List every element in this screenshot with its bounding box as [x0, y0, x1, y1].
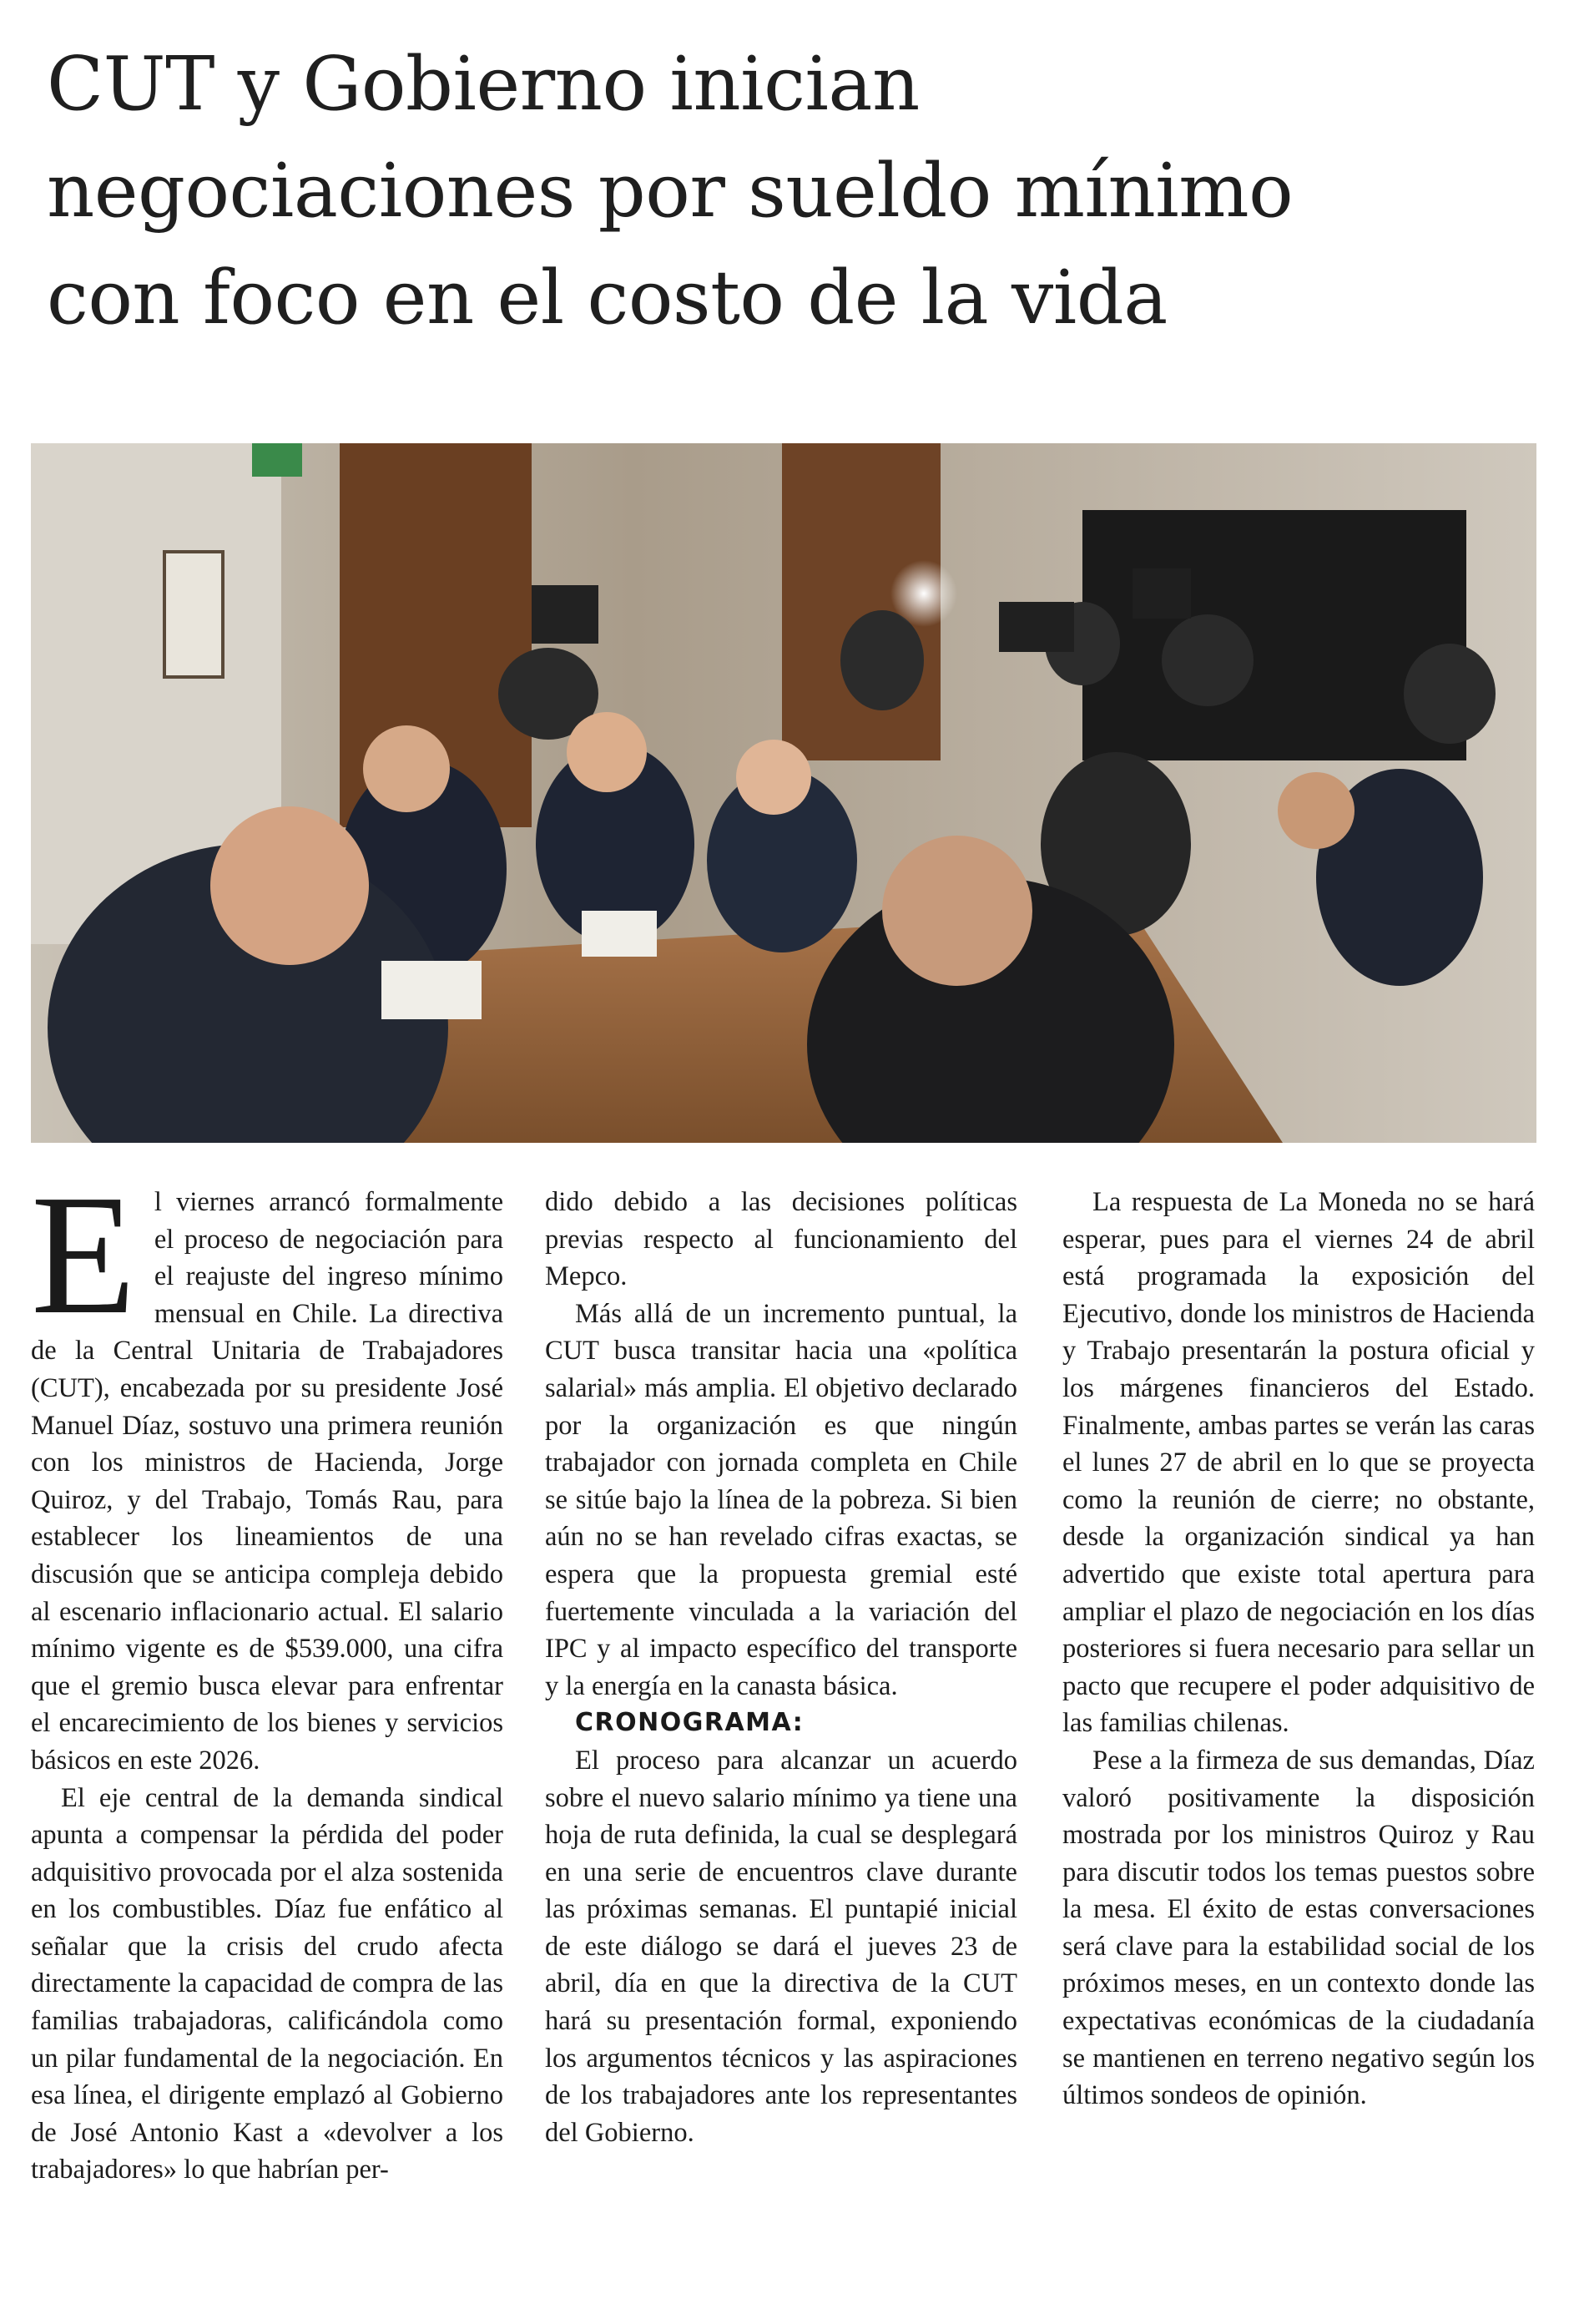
paragraph: El proceso para alcanzar un acuerdo sobre el nuevo salario mínimo ya tiene una hoja de ruta definida, la cual se desplegará en una serie de encuentros clave durante las próximas semanas. El puntapié inicial de este diálogo se dará el jueves 23 de abril, día en que la directiva de la CUT hará su presentación formal, exponiendo los argumentos técnicos y las aspiraciones de los trabajadores ante los representantes del Gobierno. — [545, 1745, 1017, 2148]
article-photo — [31, 443, 1536, 1143]
article-body — [31, 1159, 1536, 2294]
paragraph: Más allá de un incremento puntual, la CUT busca transitar hacia una «política salarial» más amplia. El objetivo declarado por la organización es que ningún trabajador con jornada completa en Chile se sitúe bajo la línea de la pobreza. Si bien aún no se han revelado cifras exactas, se espera que la propuesta gremial esté fuertemente vinculada a la variación del IPC y al impacto específico del transporte y la energía en la canasta básica. — [545, 1298, 1017, 1701]
paragraph: Pese a la firmeza de sus demandas, Díaz valoró positivamente la disposición mostrada por los ministros Quiroz y Rau para discutir todos los temas puestos sobre la mesa. El éxito de estas conversaciones será clave para la estabilidad social de los próximos meses, en un contexto donde las expectativas económicas de la ciudadanía se mantienen en terreno negativo según los últimos sondeos de opinión. — [1062, 1745, 1535, 2111]
paragraph: El eje central de la demanda sindical apunta a compensar la pérdida del poder adquisitivo provocada por el alza sostenida en los combustibles. Díaz fue enfático al señalar que la crisis del crudo afecta directamente la capacidad de compra de las familias trabajadoras, calificándola como un pilar fundamental de la negociación. En esa línea, el dirigente emplazó al Gobierno de José Antonio Kast a «devolver a los trabajadores» lo que habrían per- — [31, 1782, 503, 2185]
paragraph: l viernes arrancó formalmente el proceso de negociación para el reajuste del ingreso mínimo mensual en Chile. La directiva de la Central Unitaria de Trabajadores (CUT), encabezada por su presidente José Manuel Díaz, sostuvo una primera reunión con los ministros de Hacienda, Jorge Quiroz, y del Trabajo, Tomás Rau, para establecer los lineamientos de una discusión que se anticipa compleja debido al escenario inflacionario actual. El salario mínimo vigente es de $539.000, una cifra que el gremio busca elevar para enfrentar el encarecimiento de los bienes y servicios básicos en este 2026. — [31, 1187, 503, 1776]
paragraph: dido debido a las decisiones políticas previas respecto al funcionamiento del Mepco. — [545, 1187, 1017, 1292]
paragraph: La respuesta de La Moneda no se hará esperar, pues para el viernes 24 de abril está programada la exposición del Ejecutivo, donde los ministros de Hacienda y Trabajo presentarán la postura oficial y los márgenes financieros del Estado. Finalmente, ambas partes se verán las caras el lunes 27 de abril en lo que se proyecta como la reunión de cierre; no obstante, desde la organización sindical ya han advertido que existe total apertura para ampliar el plazo de negociación en los días posteriores si fuera necesario para sellar un pacto que recupere el poder adquisitivo de las familias chilenas. — [1062, 1187, 1535, 1739]
headline-line-1: CUT y Gobierno inician — [47, 40, 920, 127]
headline — [47, 30, 1532, 351]
headline-line-2: negociaciones por sueldo mínimo — [47, 147, 1294, 234]
meeting-photo-illustration — [31, 443, 1536, 1143]
column-3 — [1062, 1184, 1535, 2114]
headline-line-3: con foco en el costo de la vida — [47, 254, 1168, 341]
column-1 — [31, 1159, 503, 2189]
section-subhead: CRONOGRAMA: — [575, 1708, 805, 1738]
drop-cap: E — [31, 1159, 136, 1350]
column-2 — [545, 1184, 1017, 2151]
